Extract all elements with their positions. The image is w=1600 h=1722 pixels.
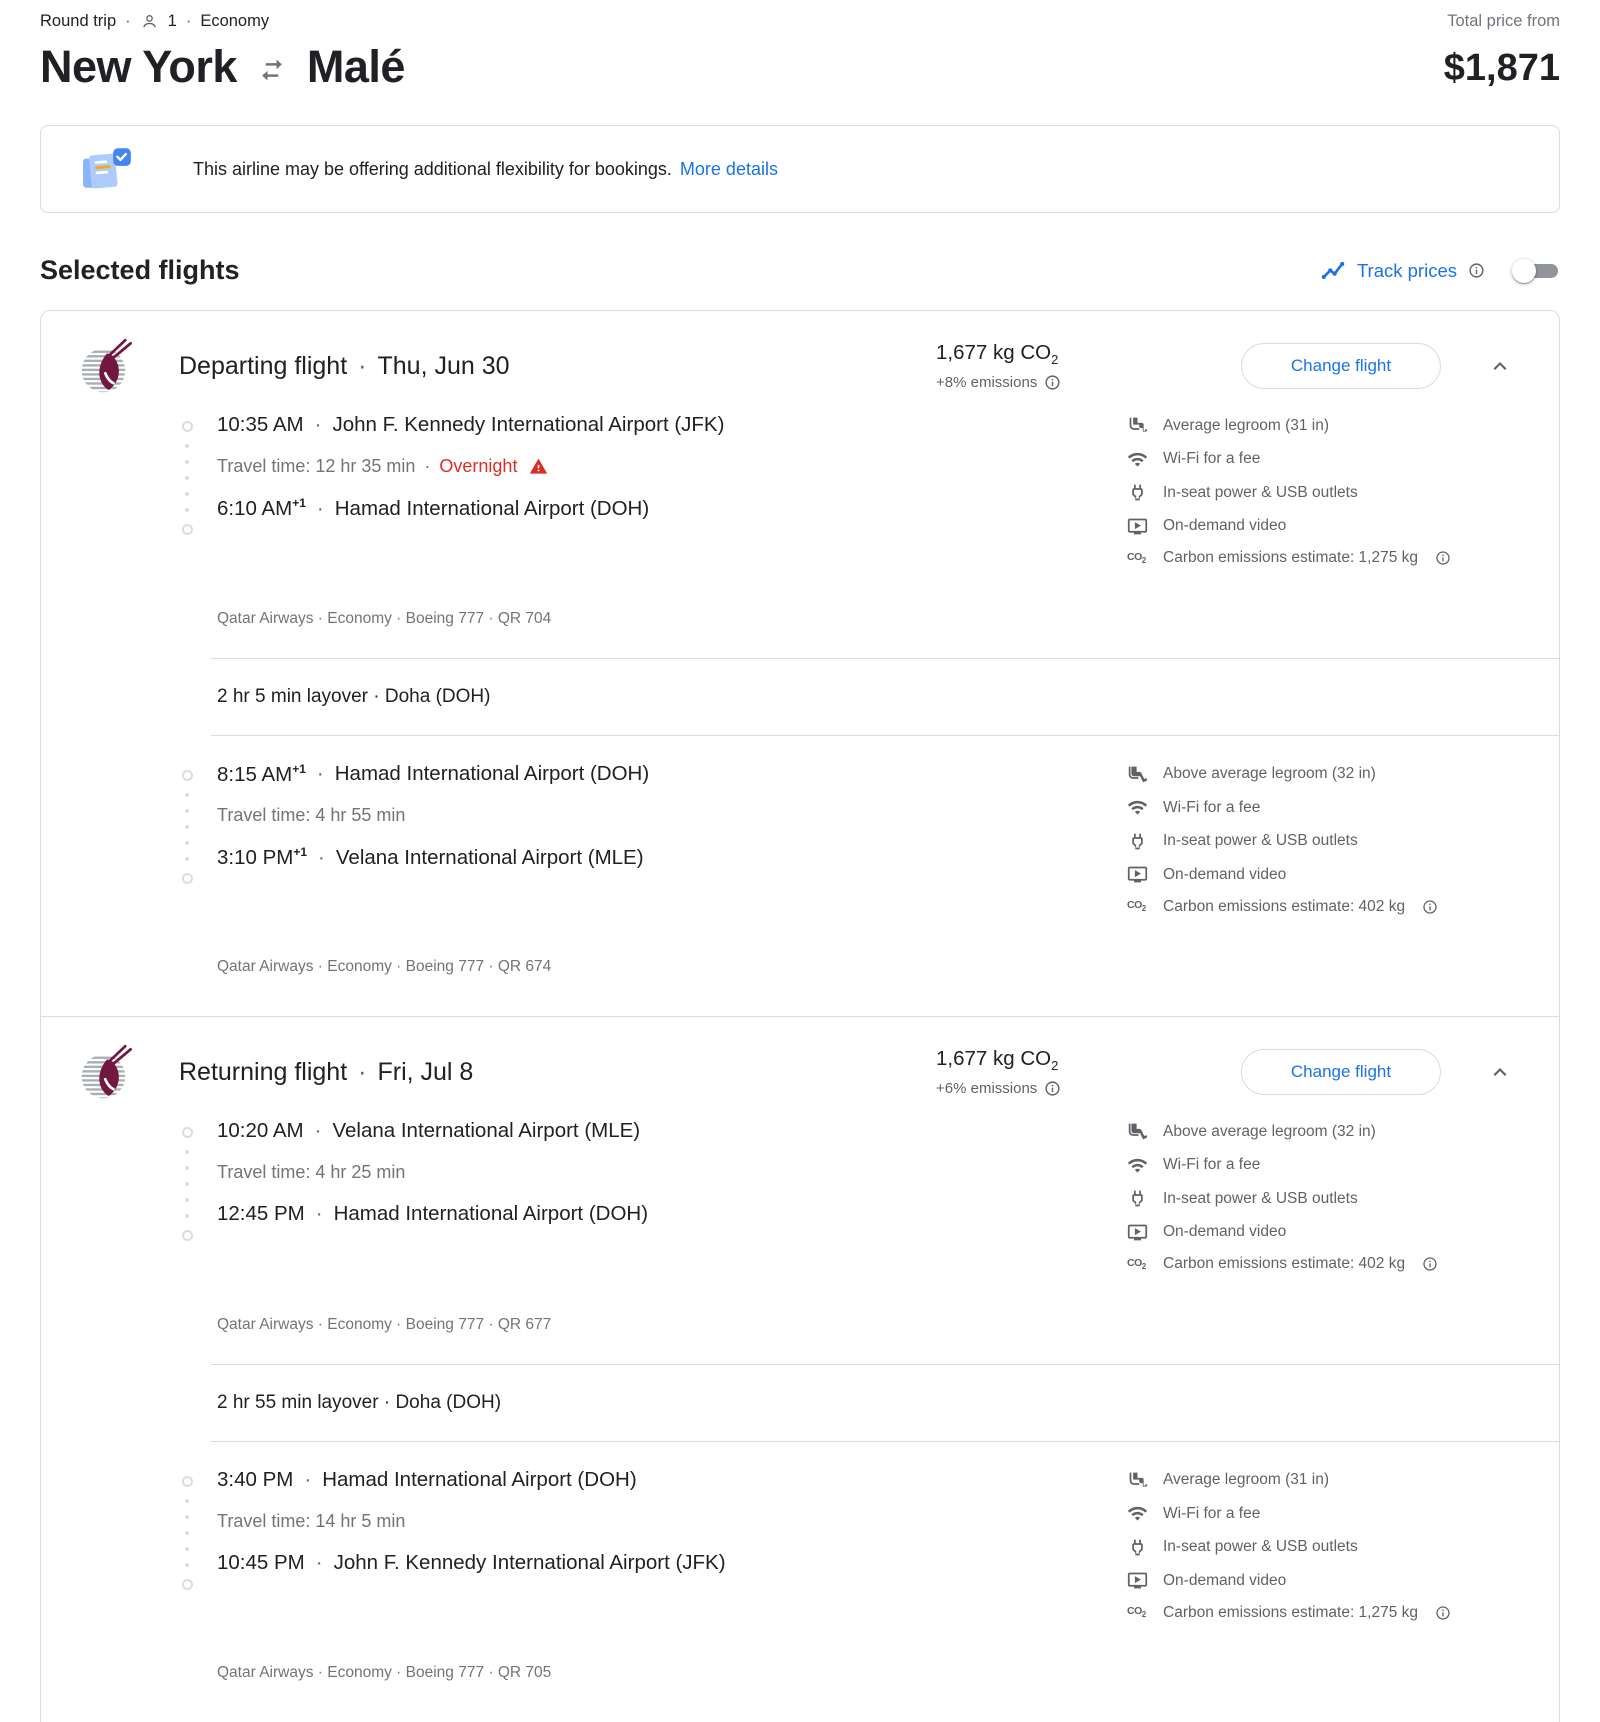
amenity-row — [1127, 1255, 1529, 1273]
airline-info: Qatar Airways · Economy · Boeing 777 · QR 704 — [217, 609, 552, 627]
amenity-label: On-demand video — [1163, 1571, 1287, 1589]
airline-info: Qatar Airways · Economy · Boeing 777 · QR 705 — [217, 1664, 552, 1681]
travel-time: Travel time: 14 hr 5 min — [217, 1510, 406, 1531]
flight-card — [40, 310, 1560, 1722]
amenity-row — [1127, 764, 1529, 785]
power-icon — [1127, 1537, 1148, 1558]
track-prices-info-icon[interactable] — [1468, 262, 1485, 279]
timeline-dots — [185, 1487, 189, 1579]
segment-amenities — [1127, 762, 1529, 929]
info-icon[interactable] — [1044, 374, 1061, 391]
departure-row — [217, 1119, 1127, 1143]
co2-icon: $CO_2$ — [1127, 1256, 1146, 1272]
segment-amenities — [1127, 413, 1529, 580]
dot-separator: · — [424, 456, 431, 476]
qatar-airways-logo — [79, 1043, 137, 1101]
timeline-origin-dot — [182, 1127, 193, 1138]
price-graph-icon[interactable] — [1320, 258, 1346, 284]
departure-time: 8:15 $AM^{+1}$ — [217, 761, 306, 786]
departure-row — [217, 1468, 1127, 1492]
collapse-chevron-icon[interactable] — [1487, 353, 1513, 379]
wifi-icon — [1127, 449, 1148, 470]
departure-airport: Velana International Airport (MLE) — [332, 1119, 641, 1142]
flight-date: Thu, Jun 30 — [377, 351, 510, 380]
departure-time: 10:35 AM — [217, 413, 304, 436]
departure-time: 3:40 PM — [217, 1467, 294, 1491]
amenity-row — [1127, 898, 1529, 916]
amenity-label: On-demand video — [1163, 517, 1287, 534]
amenity-row — [1127, 1470, 1529, 1491]
timeline-dots — [185, 1138, 189, 1230]
departure-airport: Hamad International Airport (DOH) — [322, 1467, 637, 1491]
co2-total: 1,677 kg $CO_2$ — [936, 1046, 1059, 1074]
co2-icon: $CO_2$ — [1127, 550, 1146, 566]
dot-separator: · — [314, 1119, 322, 1142]
dot-separator: · — [315, 1550, 323, 1574]
layover-row: 2 hr 55 min layover · Doha (DOH) — [211, 1364, 1559, 1442]
segment-amenities — [1127, 1468, 1529, 1635]
arrival-row — [217, 845, 1127, 870]
change-flight-button[interactable]: Change flight — [1241, 343, 1441, 389]
legroom-normal-icon — [1127, 415, 1148, 436]
amenity-label: Average legroom (31 in) — [1163, 1471, 1329, 1488]
cabin-class: Economy — [200, 12, 270, 30]
flexibility-banner — [40, 125, 1560, 213]
banner-message — [193, 159, 778, 180]
video-icon — [1127, 864, 1148, 885]
emissions-note-text: +8% emissions — [936, 374, 1038, 392]
overnight-warning-icon — [529, 457, 548, 476]
flight-section-departing — [41, 311, 1559, 1016]
emissions-block — [936, 1047, 1241, 1097]
dot-separator: · — [316, 762, 324, 786]
dot-separator: · — [125, 12, 131, 30]
page-header — [40, 0, 1560, 93]
flight-section-returning — [41, 1016, 1559, 1722]
swap-arrows-icon — [257, 55, 287, 85]
collapse-chevron-icon[interactable] — [1487, 1059, 1513, 1085]
dot-separator: · — [358, 351, 367, 380]
arrival-row — [217, 1202, 1127, 1226]
timeline-destination-dot — [182, 524, 193, 535]
segment-timeline — [179, 1119, 195, 1241]
emissions-note — [936, 374, 1241, 391]
amenity-label: On-demand video — [1163, 1223, 1287, 1240]
passenger-icon — [140, 12, 159, 31]
wifi-icon — [1127, 1503, 1148, 1524]
arrival-time: 12:45 PM — [217, 1202, 305, 1225]
dot-separator: · — [316, 496, 324, 520]
amenity-row — [1127, 1537, 1529, 1558]
arrival-time: 10:45 PM — [217, 1550, 305, 1574]
trip-type: Round trip — [40, 12, 117, 30]
co2-total: 1,677 kg $CO_2$ — [936, 340, 1059, 368]
travel-time: Travel time: 4 hr 25 min — [217, 1162, 406, 1182]
arrival-airport: Velana International Airport (MLE) — [335, 846, 644, 870]
amenity-row — [1127, 1188, 1529, 1209]
amenity-label: On-demand video — [1163, 865, 1287, 883]
amenity-row — [1127, 1570, 1529, 1591]
arrival-airport: Hamad International Airport (DOH) — [334, 496, 650, 520]
co2-icon: $CO_2$ — [1127, 1605, 1146, 1620]
departure-airport: Hamad International Airport (DOH) — [334, 762, 650, 786]
segment-details — [217, 1119, 1127, 1286]
wifi-icon — [1127, 1155, 1148, 1176]
timeline-origin-dot — [182, 421, 193, 432]
change-flight-button[interactable]: Change flight — [1241, 1049, 1441, 1095]
timeline-destination-dot — [182, 1579, 193, 1590]
dot-separator: · — [185, 12, 192, 30]
flight-segment — [41, 1105, 1559, 1286]
amenity-row — [1127, 516, 1529, 537]
flexible-booking-icon — [81, 146, 135, 192]
more-details-link[interactable]: More details — [679, 158, 778, 179]
departure-airport: John F. Kennedy International Airport (JFK) — [332, 413, 725, 436]
arrival-row — [217, 496, 1127, 521]
total-price: $1,871 — [1443, 47, 1560, 89]
section-title: Selected flights — [40, 255, 240, 285]
travel-time-row — [217, 1162, 1127, 1183]
timeline-dots — [185, 432, 189, 524]
price-block — [1444, 12, 1560, 90]
legroom-normal-icon — [1127, 1470, 1148, 1491]
destination-city: Malé — [306, 41, 405, 92]
amenity-label: Wi-Fi for a fee — [1163, 798, 1261, 816]
travel-time-row — [217, 805, 1127, 826]
legroom-extra-icon — [1127, 1121, 1148, 1142]
origin-city: New York — [40, 41, 237, 92]
amenity-row — [1127, 415, 1529, 436]
dot-separator: · — [315, 1202, 323, 1225]
timeline-origin-dot — [182, 1476, 193, 1487]
track-prices-toggle[interactable] — [1512, 258, 1560, 284]
video-icon — [1127, 1570, 1148, 1591]
video-icon — [1127, 1222, 1148, 1243]
amenity-row — [1127, 797, 1529, 818]
trip-meta — [40, 12, 405, 31]
track-prices-label[interactable]: Track prices — [1356, 259, 1457, 281]
info-icon[interactable] — [1435, 1605, 1451, 1621]
arrival-airport: John F. Kennedy International Airport (JFK) — [333, 1550, 726, 1574]
amenity-label: Above average legroom (32 in) — [1163, 765, 1376, 782]
segment-amenities — [1127, 1119, 1529, 1286]
dot-separator: · — [358, 1057, 367, 1086]
amenity-row — [1127, 1604, 1529, 1622]
flight-segment — [41, 748, 1559, 929]
co2-icon: $CO_2$ — [1127, 899, 1146, 914]
amenity-label: Carbon emissions estimate: 402 kg — [1163, 897, 1406, 915]
qatar-airways-logo — [79, 337, 137, 395]
amenity-row — [1127, 482, 1529, 503]
departure-time: 10:20 AM — [217, 1119, 304, 1142]
amenity-row — [1127, 1503, 1529, 1524]
route-title — [40, 41, 405, 93]
amenity-row — [1127, 1121, 1529, 1142]
dot-separator: · — [304, 1467, 312, 1491]
segment-details — [217, 762, 1127, 929]
departure-row — [217, 413, 1127, 437]
amenity-row — [1127, 549, 1529, 567]
travel-time: Travel time: 12 hr 35 min — [217, 456, 416, 476]
amenity-label: In-seat power & USB outlets — [1163, 483, 1358, 501]
arrival-time: 6:10 $AM^{+1}$ — [217, 496, 306, 520]
amenity-row — [1127, 864, 1529, 885]
info-icon[interactable] — [1435, 550, 1451, 566]
arrival-row — [217, 1551, 1127, 1575]
flight-title — [179, 1058, 473, 1087]
emissions-block — [936, 341, 1241, 391]
banner-message-text: This airline may be offering additional flexibility for bookings. — [193, 158, 672, 179]
amenity-label: In-seat power & USB outlets — [1163, 832, 1358, 849]
airline-info: Qatar Airways · Economy · Boeing 777 · QR 677 — [217, 1315, 552, 1333]
segment-details — [217, 1468, 1127, 1635]
flight-header — [41, 1043, 1559, 1105]
arrival-airport: Hamad International Airport (DOH) — [333, 1202, 649, 1225]
travel-time-row — [217, 456, 1127, 477]
amenity-row — [1127, 1155, 1529, 1176]
flight-date: Fri, Jul 8 — [377, 1057, 474, 1086]
flight-title-text: Returning flight — [179, 1057, 348, 1086]
info-icon[interactable] — [1422, 899, 1438, 915]
amenity-label: Carbon emissions estimate: 1,275 kg — [1163, 549, 1419, 566]
track-prices-control — [1320, 258, 1560, 284]
amenity-label: Carbon emissions estimate: 402 kg — [1163, 1255, 1406, 1272]
amenity-label: In-seat power & USB outlets — [1163, 1538, 1358, 1555]
segment-details — [217, 413, 1127, 580]
flight-header — [41, 337, 1559, 399]
price-label: Total price from — [1447, 12, 1560, 30]
amenity-label: Carbon emissions estimate: 1,275 kg — [1163, 1603, 1419, 1621]
amenity-label: Above average legroom (32 in) — [1163, 1122, 1376, 1140]
timeline-destination-dot — [182, 873, 193, 884]
flight-title-text: Departing flight — [179, 351, 348, 380]
flight-segment — [41, 399, 1559, 580]
travel-time: Travel time: 4 hr 55 min — [217, 805, 406, 826]
timeline-dots — [185, 781, 189, 873]
amenity-label: Wi-Fi for a fee — [1163, 1504, 1261, 1522]
airline-info: Qatar Airways · Economy · Boeing 777 · QR 674 — [217, 958, 552, 975]
passenger-count: 1 — [167, 12, 177, 30]
legroom-extra-icon — [1127, 764, 1148, 785]
flight-title — [179, 352, 510, 381]
segment-timeline — [179, 1468, 195, 1590]
toggle-thumb — [1512, 259, 1536, 283]
segment-timeline — [179, 413, 195, 535]
travel-time-row — [217, 1511, 1127, 1532]
dot-separator: · — [318, 846, 325, 870]
dot-separator: · — [314, 413, 322, 436]
power-icon — [1127, 831, 1148, 852]
emissions-note — [936, 1080, 1241, 1097]
info-icon[interactable] — [1422, 1256, 1438, 1272]
amenity-row — [1127, 831, 1529, 852]
selected-flights-bar — [40, 255, 1560, 286]
video-icon — [1127, 516, 1148, 537]
info-icon[interactable] — [1044, 1080, 1061, 1097]
amenity-label: In-seat power & USB outlets — [1163, 1189, 1358, 1207]
layover-row: 2 hr 5 min layover · Doha (DOH) — [211, 658, 1559, 736]
segment-timeline — [179, 762, 195, 884]
flight-segment — [41, 1454, 1559, 1635]
trip-summary — [40, 12, 405, 93]
arrival-time: 3:10 $PM^{+1}$ — [217, 845, 308, 870]
timeline-destination-dot — [182, 1230, 193, 1241]
emissions-note-text: +6% emissions — [936, 1080, 1038, 1098]
amenity-label: Average legroom (31 in) — [1163, 416, 1329, 434]
power-icon — [1127, 1188, 1148, 1209]
power-icon — [1127, 482, 1148, 503]
amenity-label: Wi-Fi for a fee — [1163, 1156, 1261, 1173]
overnight-label: Overnight — [439, 456, 518, 476]
amenity-row — [1127, 449, 1529, 470]
amenity-row — [1127, 1222, 1529, 1243]
wifi-icon — [1127, 797, 1148, 818]
departure-row — [217, 762, 1127, 787]
timeline-origin-dot — [182, 770, 193, 781]
amenity-label: Wi-Fi for a fee — [1163, 450, 1261, 467]
